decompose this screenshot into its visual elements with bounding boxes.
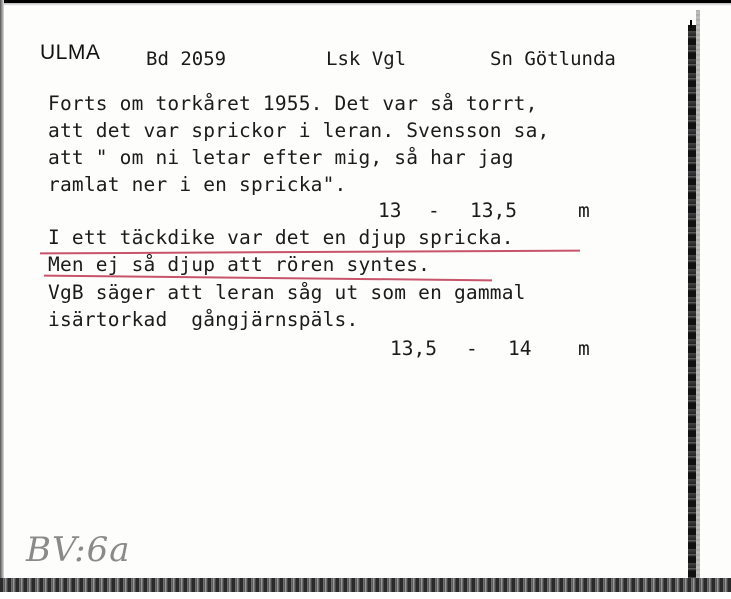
text-line: VgB säger att leran såg ut som en gammal [48,281,526,304]
archive-pencil-mark: BV:6a [26,530,131,570]
text-line-underlined: Men ej så djup att rören syntes. [48,253,431,276]
measure-to: 13,5 [470,199,517,222]
card-left-edge [0,0,4,599]
card-corner-tick [690,20,692,28]
text-line: ramlat ner i en spricka". [48,173,347,196]
card-bottom-margin [0,592,731,599]
measure-from: 13 [378,199,402,222]
measure-unit: m [578,337,590,360]
card-bottom-edge [0,578,731,592]
measure-unit: m [578,199,590,222]
province-field: Lsk Vgl [326,48,407,70]
measure-from: 13,5 [390,337,437,360]
volume-reference: Bd 2059 [146,48,227,70]
card-right-shadow [696,10,700,590]
measure-to: 14 [508,337,532,360]
parish-field: Sn Götlunda [490,48,616,70]
card-top-border [0,0,731,6]
text-line: Forts om torkåret 1955. Det var så torrt, [48,92,538,115]
measure-dash: - [466,337,478,360]
text-line-underlined: I ett täckdike var det en djup spricka. [48,226,514,249]
card-right-edge [688,25,696,585]
text-line: att " om ni letar efter mig, så har jag [48,146,514,169]
measure-dash: - [428,199,440,222]
text-line: isärtorkad gångjärnspäls. [48,308,359,331]
headword: ULMA [40,41,101,64]
text-line: att det var sprickor i leran. Svensson sa, [48,119,550,142]
